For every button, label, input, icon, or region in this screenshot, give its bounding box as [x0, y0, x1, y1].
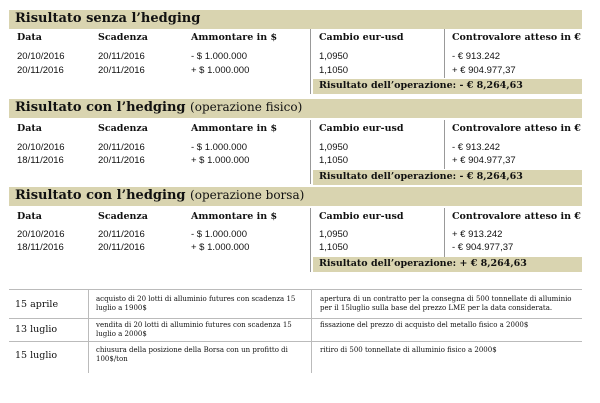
timeline-fisico-2: fissazione del prezzo di acquisto del metallo fisico a 2000$	[320, 321, 529, 329]
s3-r1-controvalore: + € 913.242	[452, 229, 503, 240]
s3-r1-cambio: 1,0950	[319, 229, 349, 240]
header-data: Data	[17, 32, 42, 43]
header-scadenza: Scadenza	[98, 32, 148, 43]
s2-header-cambio: Cambio eur-usd	[319, 123, 404, 134]
s3-r2-ammontare: + $ 1.000.000	[191, 242, 250, 253]
timeline-rule-2	[9, 341, 582, 342]
s3-divider-a	[310, 208, 311, 272]
s1-r2-ammontare: + $ 1.000.000	[191, 65, 250, 76]
header-controvalore: Controvalore atteso in €	[452, 32, 581, 43]
section-3-title-band	[9, 187, 582, 206]
timeline-date-2: 13 luglio	[15, 324, 58, 335]
s1-r2-scadenza: 20/11/2016	[98, 65, 145, 76]
s2-r1-data: 20/10/2016	[17, 142, 65, 153]
s2-r2-cambio: 1,1050	[319, 155, 349, 166]
timeline-fisico-1: apertura di un contratto per la consegna di 500 tonnellate di alluminio per il 15luglio sulla base del prezzo LME per la data considerata.	[320, 295, 572, 312]
s3-result: Risultato dell’operazione: + € 8,264,63	[319, 258, 527, 269]
s2-r1-scadenza: 20/11/2016	[98, 142, 145, 153]
s2-header-controvalore: Controvalore atteso in €	[452, 123, 581, 134]
s3-header-controvalore: Controvalore atteso in €	[452, 211, 581, 222]
s2-result-band	[313, 170, 582, 185]
s1-result: Risultato dell’operazione: - € 8,264,63	[319, 80, 523, 91]
s3-header-scadenza: Scadenza	[98, 211, 148, 222]
timeline-borsa-2: vendita di 20 lotti di alluminio futures con scadenza 15 luglio a 2000$	[96, 321, 292, 338]
s1-r1-controvalore: - € 913.242	[452, 51, 501, 62]
s2-r2-scadenza: 20/11/2016	[98, 155, 145, 166]
s3-header-cambio: Cambio eur-usd	[319, 211, 404, 222]
timeline-borsa-1: acquisto di 20 lotti di alluminio futures con scadenza 15 luglio a 1900$	[96, 295, 296, 312]
section-3-title: Risultato con l’hedging	[15, 188, 186, 203]
section-1-title: Risultato senza l’hedging	[15, 11, 201, 26]
s1-r1-cambio: 1,0950	[319, 51, 349, 62]
s1-r1-ammontare: - $ 1.000.000	[191, 51, 247, 62]
timeline-date-1: 15 aprile	[15, 299, 59, 310]
s2-header-scadenza: Scadenza	[98, 123, 148, 134]
timeline-date-3: 15 luglio	[15, 350, 58, 361]
timeline-divider-b	[311, 289, 312, 373]
s1-r2-controvalore: + € 904.977,37	[452, 65, 516, 76]
timeline-fisico-3: ritiro di 500 tonnellate di alluminio fisico a 2000$	[320, 346, 497, 354]
section-2-title-band	[9, 99, 582, 118]
s1-result-band	[313, 79, 582, 94]
timeline-rule-1	[9, 318, 582, 319]
s2-r1-cambio: 1,0950	[319, 142, 349, 153]
s2-header-data: Data	[17, 123, 42, 134]
s3-r1-scadenza: 20/11/2016	[98, 229, 145, 240]
section-2-subtitle: (operazione fisico)	[190, 100, 303, 114]
timeline-top-rule	[9, 289, 582, 290]
s3-r2-data: 18/11/2016	[17, 242, 64, 253]
s1-r1-data: 20/10/2016	[17, 51, 65, 62]
s1-r2-cambio: 1,1050	[319, 65, 349, 76]
header-cambio: Cambio eur-usd	[319, 32, 404, 43]
s3-r1-data: 20/10/2016	[17, 229, 65, 240]
section-1-title-band	[9, 10, 582, 29]
s2-r1-controvalore: - € 913.242	[452, 142, 501, 153]
s2-r2-data: 18/11/2016	[17, 155, 64, 166]
s2-r2-ammontare: + $ 1.000.000	[191, 155, 250, 166]
s3-divider-b	[444, 208, 445, 257]
s2-divider-b	[444, 120, 445, 169]
timeline-divider-a	[88, 289, 89, 373]
s2-header-ammontare: Ammontare in $	[191, 123, 278, 134]
s1-divider-b	[444, 29, 445, 78]
s3-r2-scadenza: 20/11/2016	[98, 242, 145, 253]
s2-divider-a	[310, 120, 311, 184]
s1-r2-data: 20/11/2016	[17, 65, 64, 76]
header-ammontare: Ammontare in $	[191, 32, 278, 43]
s2-r1-ammontare: - $ 1.000.000	[191, 142, 247, 153]
timeline-borsa-3: chiusura della posizione della Borsa con un profitto di 100$/ton	[96, 346, 288, 363]
section-3-subtitle: (operazione borsa)	[190, 188, 305, 202]
s3-r1-ammontare: - $ 1.000.000	[191, 229, 247, 240]
s2-result: Risultato dell’operazione: - € 8,264,63	[319, 171, 523, 182]
s1-divider-a	[310, 29, 311, 94]
s3-header-ammontare: Ammontare in $	[191, 211, 278, 222]
s3-r2-controvalore: - € 904.977,37	[452, 242, 514, 253]
s1-r1-scadenza: 20/11/2016	[98, 51, 145, 62]
s2-r2-controvalore: + € 904.977,37	[452, 155, 516, 166]
s3-header-data: Data	[17, 211, 42, 222]
section-2-title: Risultato con l’hedging	[15, 100, 186, 115]
s3-r2-cambio: 1,1050	[319, 242, 349, 253]
s3-result-band	[313, 257, 582, 272]
